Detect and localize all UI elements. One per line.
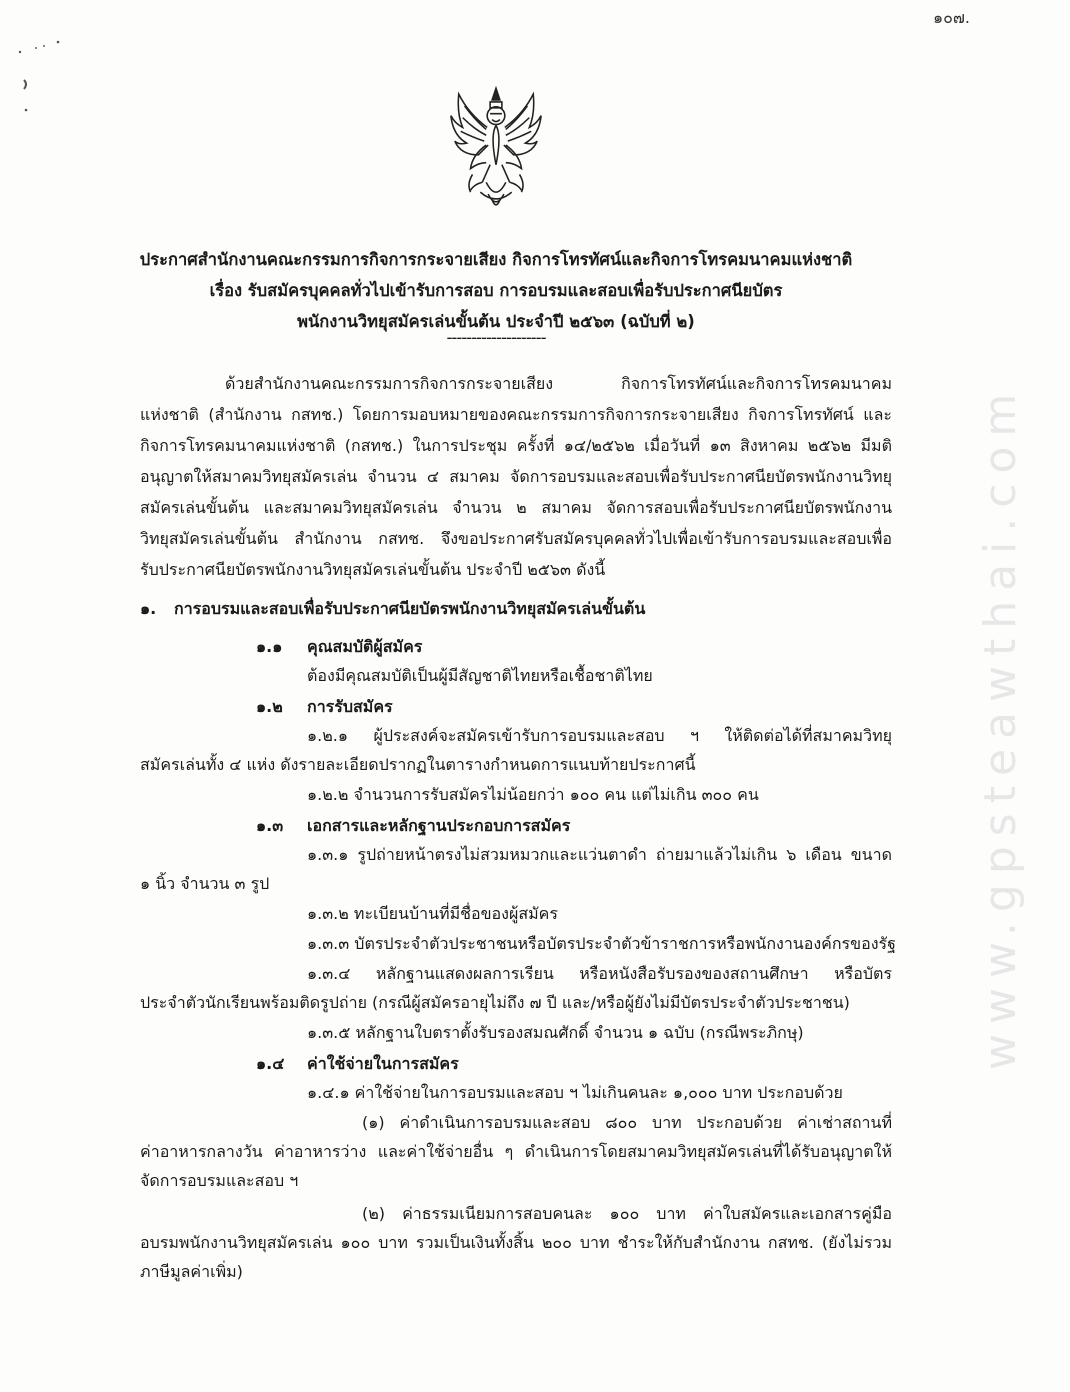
s14-sub-2-line-1: (๒) ค่าธรรมเนียมการสอบคนละ ๑๐๐ บาท ค่าใบสมัครและเอกสารคู่มือ <box>362 1204 892 1223</box>
intro-line-7: รับประกาศนียบัตรพนักงานวิทยุสมัครเล่นขั้นต้น ประจำปี ๒๕๖๓ ดังนี้ <box>140 560 606 579</box>
s11-title: คุณสมบัติผู้สมัคร <box>307 637 423 656</box>
intro-line-6: วิทยุสมัครเล่นขั้นต้น สำนักงาน กสทช. จึงขอประกาศรับสมัครบุคคลทั่วไปเพื่อเข้ารับการอบรมและสอบเพื่อ <box>140 529 892 548</box>
scan-specks <box>14 36 74 116</box>
s13-item-2: ๑.๓.๒ ทะเบียนบ้านที่มีชื่อของผู้สมัคร <box>307 904 558 923</box>
intro-line-5: สมัครเล่นขั้นต้น และสมาคมวิทยุสมัครเล่น จำนวน ๒ สมาคม จัดการสอบเพื่อรับประกาศนียบัตรพนักงาน <box>140 498 892 517</box>
announcement-header <box>70 244 922 345</box>
s14-sub-1-line-1: (๑) ค่าดำเนินการอบรมและสอบ ๘๐๐ บาท ประกอบด้วย ค่าเช่าสถานที่ <box>362 1113 892 1132</box>
s11-text: ต้องมีคุณสมบัติเป็นผู้มีสัญชาติไทยหรือเชื้อชาติไทย <box>307 666 653 685</box>
intro-line-1: ด้วยสำนักงานคณะกรรมการกิจการกระจายเสียง กิจการโทรทัศน์และกิจการโทรคมนาคม <box>225 374 892 393</box>
header-line-3: พนักงานวิทยุสมัครเล่นขั้นต้น ประจำปี ๒๕๖๓ (ฉบับที่ ๒) <box>297 312 695 331</box>
header-divider: -------------------- <box>446 328 546 347</box>
s13-item-5: ๑.๓.๕ หลักฐานใบตราตั้งรับรองสมณศักดิ์ จำนวน ๑ ฉบับ (กรณีพระภิกษุ) <box>307 1023 804 1042</box>
s13-item-4-line-2: ประจำตัวนักเรียนพร้อมติดรูปถ่าย (กรณีผู้สมัครอายุไม่ถึง ๗ ปี และ/หรือผู้ยังไม่มีบัตรประจำตัวประชาชน) <box>140 993 850 1012</box>
s13-title: เอกสารและหลักฐานประกอบการสมัคร <box>307 816 571 835</box>
s14-sub-1-line-2: ค่าอาหารกลางวัน ค่าอาหารว่าง และค่าใช้จ่ายอื่น ๆ ดำเนินการโดยสมาคมวิทยุสมัครเล่นที่ได้รับอนุญาตให้ <box>140 1142 892 1161</box>
header-line-2: เรื่อง รับสมัครบุคคลทั่วไปเข้ารับการสอบ การอบรมและสอบเพื่อรับประกาศนียบัตร <box>209 281 783 300</box>
s14-sub-2-line-2: อบรมพนักงานวิทยุสมัครเล่น ๑๐๐ บาท รวมเป็นเงินทั้งสิ้น ๒๐๐ บาท ชำระให้กับสำนักงาน กสทช. (ยังไม่รวม <box>140 1233 892 1252</box>
intro-line-4: อนุญาตให้สมาคมวิทยุสมัครเล่น จำนวน ๔ สมาคม จัดการอบรมและสอบเพื่อรับประกาศนียบัตรพนักงานวิทยุ <box>140 467 892 486</box>
s14-item-1: ๑.๔.๑ ค่าใช้จ่ายในการอบรมและสอบ ฯ ไม่เกินคนละ ๑,๐๐๐ บาท ประกอบด้วย <box>307 1083 843 1102</box>
s14-title: ค่าใช้จ่ายในการสมัคร <box>307 1054 459 1073</box>
s14-number: ๑.๔ <box>256 1054 285 1073</box>
section-1-number: ๑. <box>140 599 157 618</box>
s14-sub-2-line-3: ภาษีมูลค่าเพิ่ม) <box>140 1262 243 1281</box>
s12-item-2: ๑.๒.๒ จำนวนการรับสมัครไม่น้อยกว่า ๑๐๐ คน แต่ไม่เกิน ๓๐๐ คน <box>307 785 759 804</box>
s14-sub-1-line-3: จัดการอบรมและสอบ ฯ <box>140 1171 299 1190</box>
s12-title: การรับสมัคร <box>307 697 393 716</box>
header-line-1: ประกาศสำนักงานคณะกรรมการกิจการกระจายเสียง กิจการโทรทัศน์และกิจการโทรคมนาคมแห่งชาติ <box>139 250 853 269</box>
s12-item-1-line-2: สมัครเล่นทั้ง ๔ แห่ง ดังรายละเอียดปรากฏในตารางกำหนดการแนบท้ายประกาศนี้ <box>140 755 696 774</box>
s13-item-3: ๑.๓.๓ บัตรประจำตัวประชาชนหรือบัตรประจำตัวข้าราชการหรือพนักงานองค์กรของรัฐ <box>307 934 896 953</box>
section-1-title: การอบรมและสอบเพื่อรับประกาศนียบัตรพนักงานวิทยุสมัครเล่นขั้นต้น <box>174 599 646 618</box>
garuda-emblem-icon <box>447 84 545 212</box>
s13-item-1-line-1: ๑.๓.๑ รูปถ่ายหน้าตรงไม่สวมหมวกและแว่นตาดำ ถ่ายมาแล้วไม่เกิน ๖ เดือน ขนาด <box>307 845 892 864</box>
intro-line-2: แห่งชาติ (สำนักงาน กสทช.) โดยการมอบหมายของคณะกรรมการกิจการกระจายเสียง กิจการโทรทัศน์ และ <box>140 405 892 424</box>
s13-item-4-line-1: ๑.๓.๔ หลักฐานแสดงผลการเรียน หรือหนังสือรับรองของสถานศึกษา หรือบัตร <box>307 964 892 983</box>
page-number: ๑๐๗. <box>932 8 970 27</box>
intro-line-3: กิจการโทรคมนาคมแห่งชาติ (กสทช.) ในการประชุม ครั้งที่ ๑๔/๒๕๖๒ เมื่อวันที่ ๑๓ สิงหาคม ๒๕๖๒ มีมติ <box>140 436 892 455</box>
watermark: www.gpsteawthai.com <box>975 383 1026 1070</box>
s13-number: ๑.๓ <box>256 816 284 835</box>
s12-item-1-line-1: ๑.๒.๑ ผู้ประสงค์จะสมัครเข้ารับการอบรมและสอบ ฯ ให้ติดต่อได้ที่สมาคมวิทยุ <box>307 726 892 745</box>
s13-item-1-line-2: ๑ นิ้ว จำนวน ๓ รูป <box>140 874 270 893</box>
s11-number: ๑.๑ <box>256 637 283 656</box>
s12-number: ๑.๒ <box>256 697 283 716</box>
